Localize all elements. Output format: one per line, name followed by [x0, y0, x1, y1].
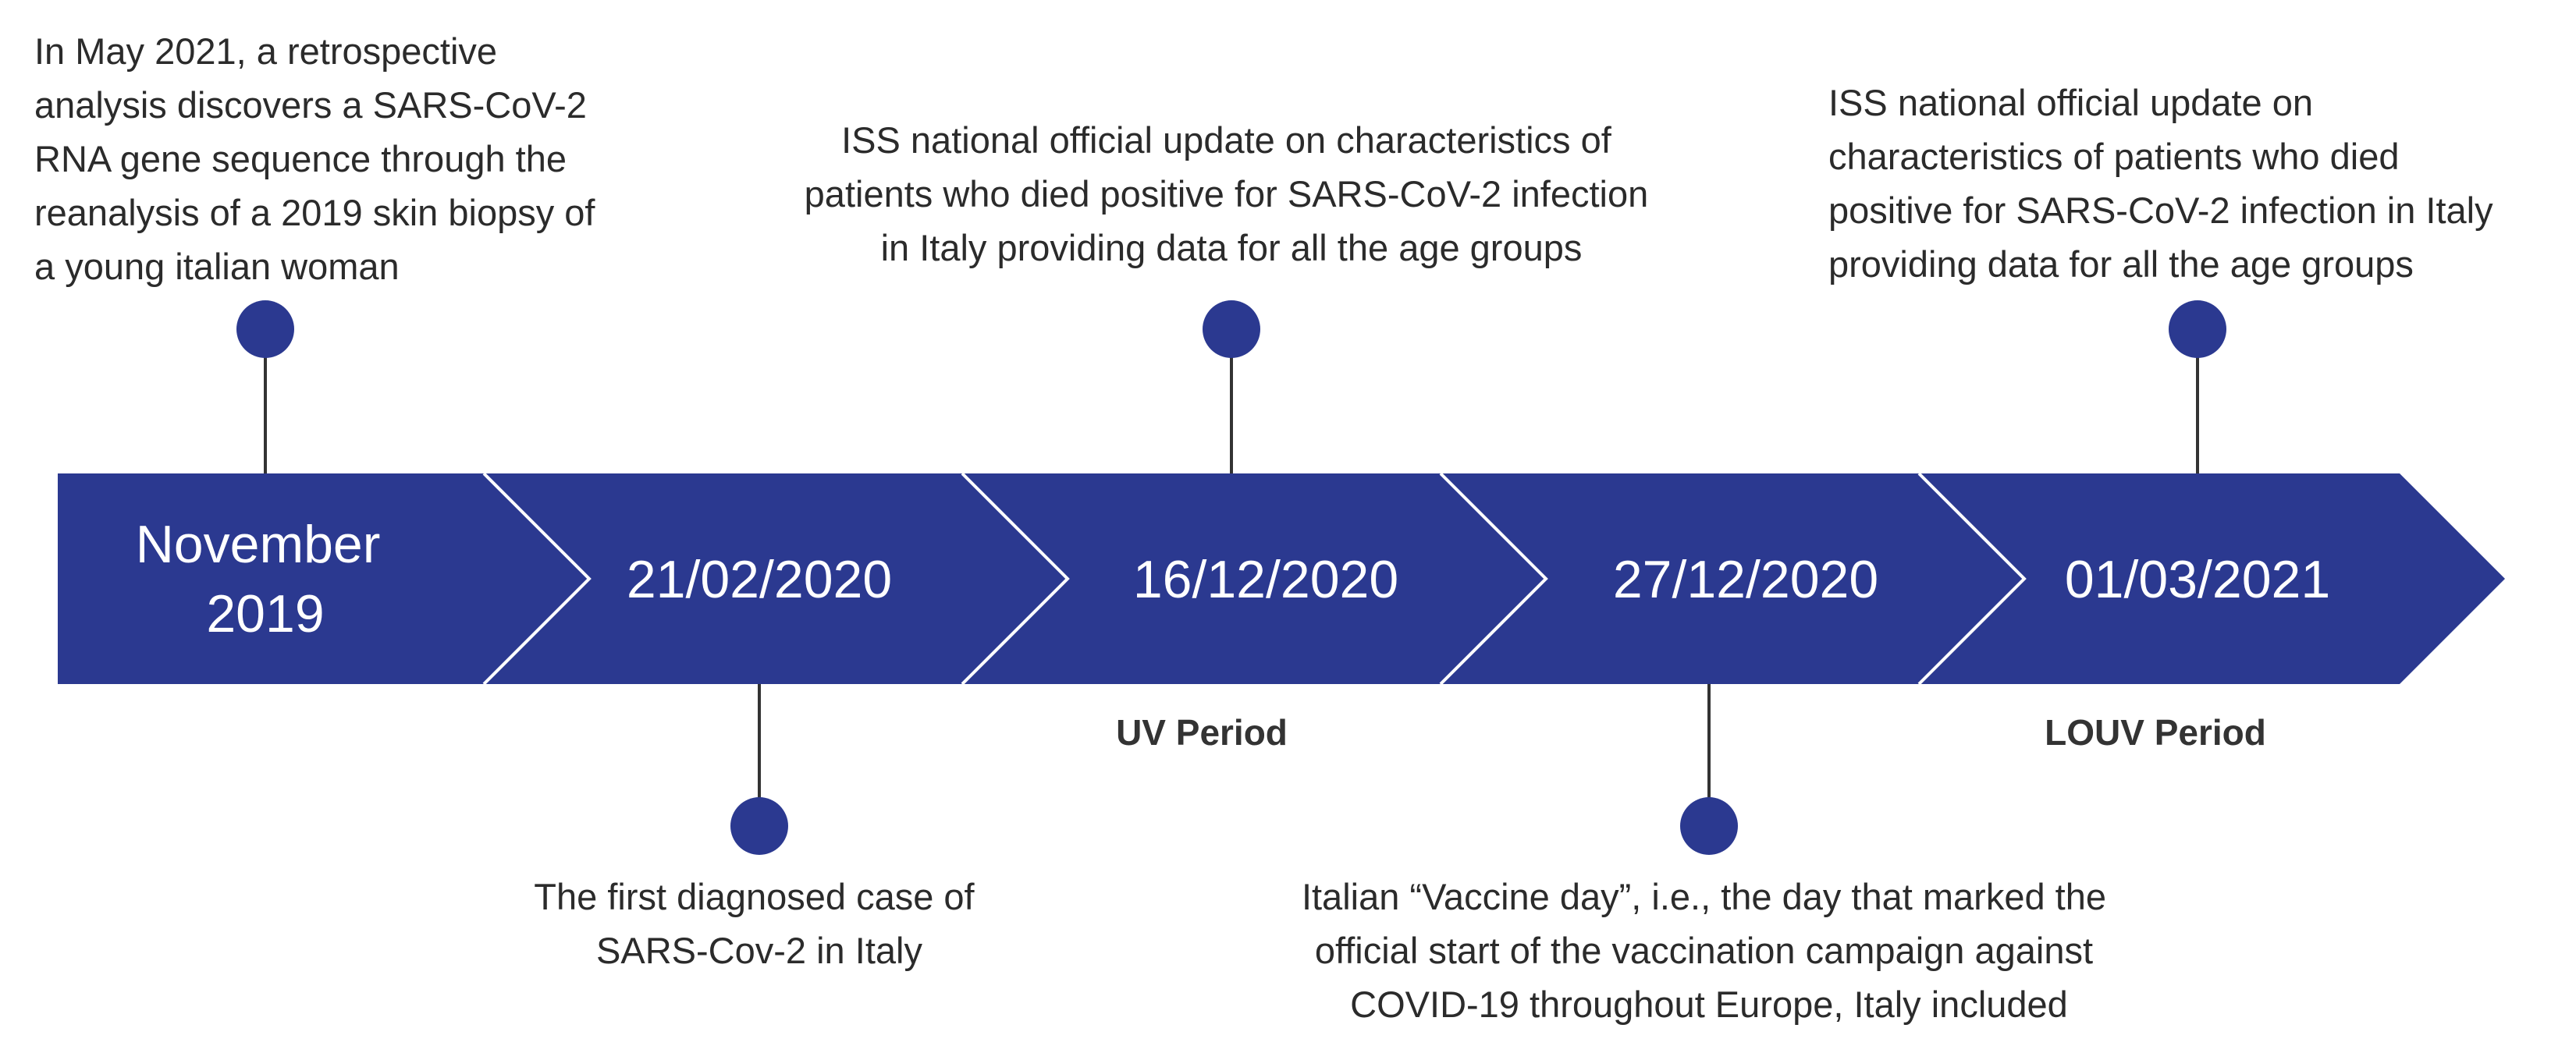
milestone-date: 21/02/2020: [626, 550, 893, 609]
milestone-marker: [236, 300, 294, 358]
milestone-note: ISS national official update on characteristics of patients who died positive for SARS-CoV-2 infection in Italy providing data for all the age groups: [804, 119, 1649, 268]
milestone-marker: [1203, 300, 1260, 358]
milestone-note: In May 2021, a retrospective analysis discovers a SARS-CoV-2 RNA gene sequence through the reanalysis of a 2019 skin biopsy of a young italian woman: [34, 30, 595, 287]
period-label: LOUV Period: [2045, 712, 2266, 753]
milestone-date: 16/12/2020: [1132, 550, 1399, 609]
milestone-marker: [1680, 797, 1738, 855]
milestone-date: 01/03/2021: [2064, 550, 2331, 609]
milestone-note: The first diagnosed case of SARS-Cov-2 in Italy: [534, 876, 975, 971]
milestone-marker: [2169, 300, 2226, 358]
milestone-note: ISS national official update on characteristics of patients who died positive for SARS-CoV-2 infection in Italy providing data for all the age groups: [1828, 82, 2493, 285]
milestone-date: 27/12/2020: [1612, 550, 1879, 609]
milestone-date: November 2019: [135, 515, 381, 644]
milestone-marker: [730, 797, 788, 855]
milestone-note: Italian “Vaccine day”, i.e., the day that marked the official start of the vaccination campaign against COVID-19 throughout Europe, Italy included: [1301, 876, 2106, 1025]
period-label: UV Period: [1116, 712, 1288, 753]
